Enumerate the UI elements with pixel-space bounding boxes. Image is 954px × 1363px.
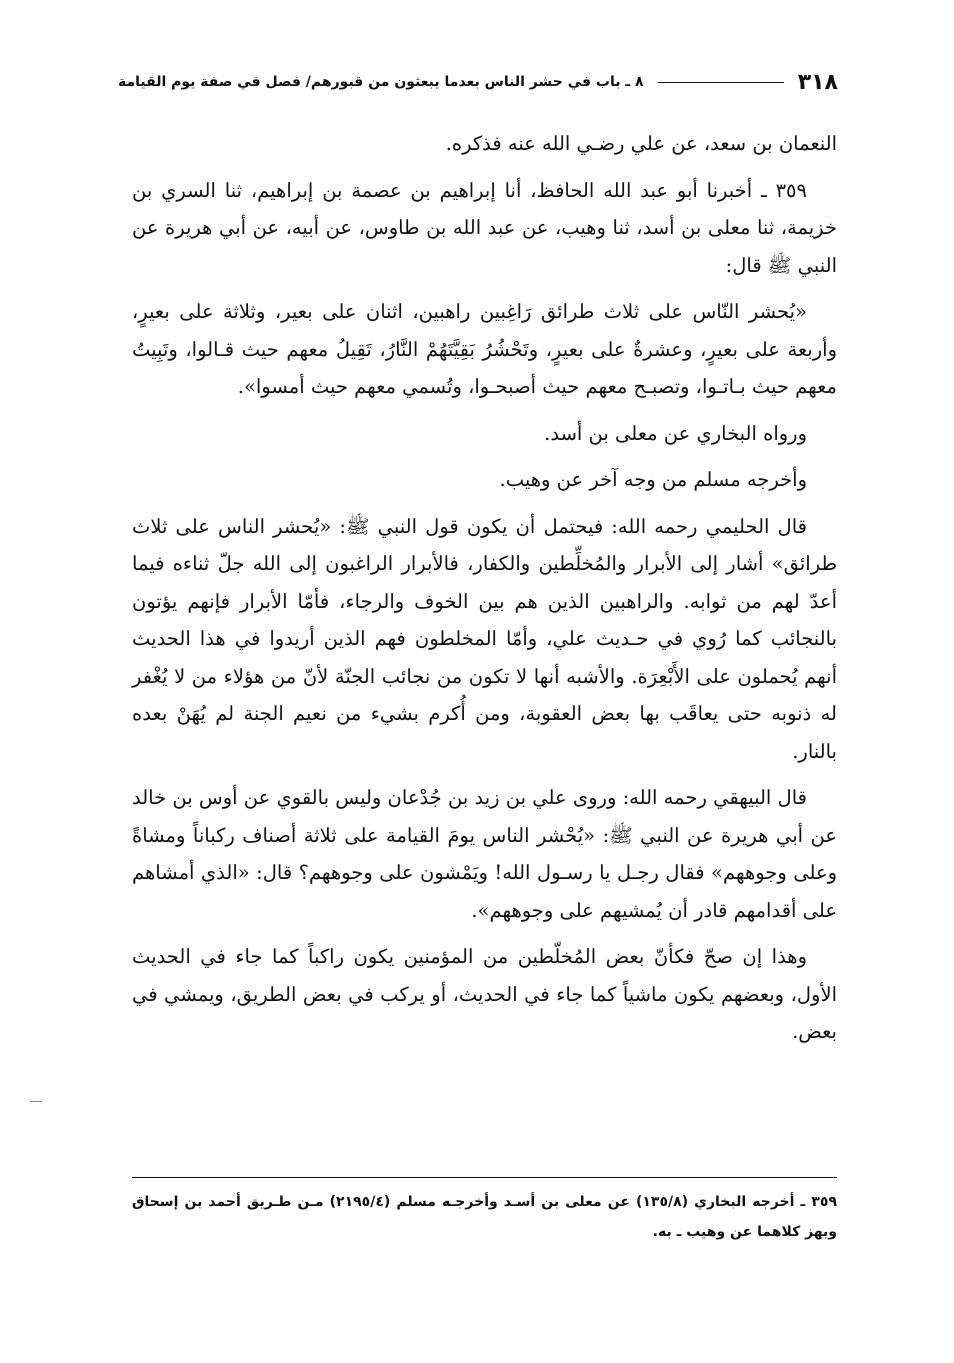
footnote: ٣٥٩ ـ أخرجه البخاري (١٣٥/٨) عن معلى بن أسـد وأخرجـه مسلم (٢١٩٥/٤) مـن طـريق أحمد بن إسحاق وبهز كلاهما عن وهيب ـ به.: [132, 1194, 837, 1240]
running-title: ٨ ـ باب في حشر الناس بعدما يبعثون من قبورهم/ فصل في صفة يوم القيامة: [118, 74, 644, 90]
paragraph-bayhaqi: قال البيهقي رحمه الله: وروى علي بن زيد بن جُدْعان وليس بالقوي عن أوس بن خالد عن أبي هريرة عن النبي ﷺ: «يُحْشر الناس يومَ القيامة على ثلاثة أصناف ركباناً ومشاةً وعلى وجوههم» فقال رجـل يا رسـول الله! ويَمْشون على وجوههم؟ قال: «الذي أمشاهم على أقدامهم قادر أن يُمشيهم على وجوههم».: [132, 786, 837, 922]
paragraph-hadith-text: «يُحشر النّاس على ثلاث طرائق رَاغِبين راهبين، اثنان على بعير، وثلاثة على بعيرٍ، وأربعة على بعيرٍ، وعشرةٌ على بعيرٍ، وتَحْشُرُ بَقِيَّتَهُمْ النَّارُ، تَقِيلُ معهم حيث قـالوا، وتَبِيتُ معهم حيث بـاتـوا، وتصبـح معهم حيث أصبحـوا، وتُسمي معهم حيث أمسوا».: [132, 300, 837, 398]
paragraph-hadith-359: ٣٥٩ ـ أخبرنا أبو عبد الله الحافظ، أنا إبراهيم بن عصمة بن إبراهيم، ثنا السري بن خزيمة، ثنا معلى بن أسد، ثنا وهيب، عن عبد الله بن طاوس، عن أبيه، عن أبي هريرة عن النبي ﷺ قال:: [132, 178, 837, 277]
body-text: [132, 125, 837, 1060]
paragraph: وأخرجه مسلم من وجه آخر عن وهيب.: [499, 468, 807, 491]
header-rule: [658, 82, 784, 83]
paragraph-halimi: قال الحليمي رحمه الله: فيحتمل أن يكون قول النبي ﷺ: «يُحشر الناس على ثلاث طرائق» أشار إلى الأبرار والمُخلِّطين والكفار، فالأبرار الراغبون إلى الله جلّ ثناءه فيما أعدّ لهم من ثوابه. والراهبين الذين هم بين الخوف والرجاء، فأمّا الأبرار فإنهم يؤتون بالنجائب كما رُوي في حـديث علي، وأمّا المخلطون فهم الذين أريدوا في هذا الحديث أنهم يُحملون على الأَبْعِرَة. والأشبه أنها لا تكون من نجائب الجنّة لأنّ من هؤلاء من لا يُغْفر له ذنوبه حتى يعاقَب بها بعض العقوبة، ومن أُكرم بشيء من نعيم الجنة لم يُهَنْ بعده بالنار.: [132, 514, 837, 763]
paragraph: النعمان بن سعد، عن علي رضـي الله عنه فذكره.: [445, 132, 837, 155]
paragraph: وهذا إن صحّ فكأنّ بعض المُخلّطين من المؤمنين يكون راكباً كما جاء في الحديث الأول، وبعضهم يكون ماشياً كما جاء في الحديث، أو يركب في بعض الطريق، ويمشي في بعض.: [132, 945, 837, 1043]
footnote-divider: [132, 1177, 837, 1178]
paragraph: ورواه البخاري عن معلى بن أسد.: [544, 421, 807, 445]
page-header: [118, 62, 838, 102]
scan-margin-mark: [30, 1101, 42, 1102]
page-number: ٣١٨: [797, 69, 838, 95]
